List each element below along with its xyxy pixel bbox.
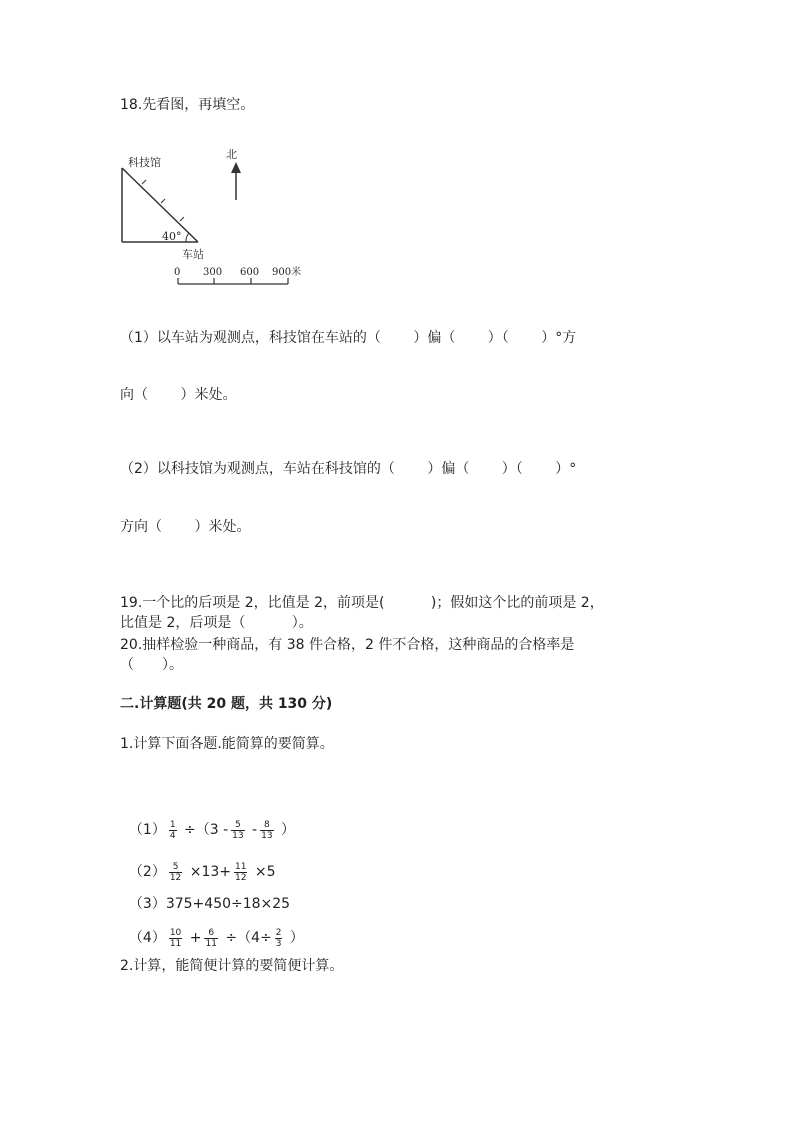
q20-line2: （ ）。: [120, 657, 183, 673]
numerator: 2: [275, 927, 282, 938]
operator-text: ÷（4÷: [220, 930, 272, 946]
calc-q2-title: 2.计算，能简便计算的要简便计算。: [120, 958, 344, 974]
hypotenuse-tick: [142, 180, 146, 184]
fraction: [275, 928, 283, 949]
angle-arc: [186, 233, 189, 242]
denominator: 3: [275, 938, 282, 949]
denominator: 12: [169, 872, 182, 883]
calc-item-1: [120, 794, 296, 841]
station-label: 车站: [182, 248, 204, 261]
calc-q1-title: 1.计算下面各题.能简算的要简算。: [120, 736, 334, 752]
denominator: 13: [232, 830, 244, 841]
q18-part1-line1: （1）以车站为观测点，科技馆在车站的（ ）偏（ ）（ ）°方: [120, 330, 577, 346]
item-label: （4）: [128, 930, 166, 946]
north-label: 北: [226, 148, 237, 161]
numerator: 5: [172, 861, 179, 872]
direction-figure: [112, 142, 312, 292]
section-heading: 二.计算题(共 20 题，共 130 分): [120, 696, 333, 712]
denominator: 12: [235, 872, 247, 883]
q19-line2: 比值是 2，后项是（ ）。: [120, 615, 313, 631]
scale-label-900: 900米: [272, 267, 302, 278]
numerator: 11: [235, 861, 247, 872]
denominator: 4: [169, 830, 176, 841]
operator-text: +: [185, 930, 202, 946]
museum-station-line: [122, 168, 198, 242]
hypotenuse-tick: [161, 199, 165, 203]
operator-text: -: [247, 822, 258, 838]
museum-label: 科技馆: [128, 156, 161, 169]
calc-item-3: [120, 868, 291, 912]
q18-part1-line2: 向（ ）米处。: [120, 387, 237, 403]
denominator: 11: [169, 938, 182, 949]
numerator: 8: [263, 819, 270, 830]
hypotenuse-tick: [180, 217, 184, 221]
calc-item-4: [120, 902, 304, 949]
angle-label: 40°: [162, 230, 182, 243]
q18-part2-line2: 方向（ ）米处。: [120, 519, 251, 535]
fraction: [169, 928, 182, 949]
q20-line1: 20.抽样检验一种商品，有 38 件合格，2 件不合格，这种商品的合格率是: [120, 637, 575, 653]
operator-text: ÷（3 -: [179, 822, 229, 838]
fraction: [204, 928, 217, 949]
operator-text: ）: [276, 822, 296, 838]
expression-text: 375+450÷18×25: [165, 896, 291, 912]
denominator: 11: [205, 938, 217, 949]
item-label: （3）: [128, 896, 166, 912]
operator-text: ）: [285, 930, 304, 946]
q18-title: 18.先看图，再填空。: [120, 97, 255, 113]
numerator: 1: [169, 819, 176, 830]
item-label: （2）: [128, 864, 166, 880]
q18-part2-line1: （2）以科技馆为观测点，车站在科技馆的（ ）偏（ ）（ ）°: [120, 461, 577, 477]
north-arrow-icon: [231, 162, 241, 173]
denominator: 13: [261, 830, 273, 841]
calc-item-2: [120, 836, 276, 883]
operator-text: ×13+: [185, 864, 232, 880]
operator-text: ×5: [250, 864, 276, 880]
numerator: 10: [169, 927, 182, 938]
numerator: 6: [208, 927, 215, 938]
scale-label-600: 600: [240, 267, 260, 278]
scale-label-0: 0: [174, 267, 181, 278]
q19-line1: 19.一个比的后项是 2，比值是 2，前项是( )；假如这个比的前项是 2，: [120, 595, 604, 611]
item-label: （1）: [128, 822, 166, 838]
numerator: 5: [235, 819, 241, 830]
scale-label-300: 300: [203, 267, 223, 278]
